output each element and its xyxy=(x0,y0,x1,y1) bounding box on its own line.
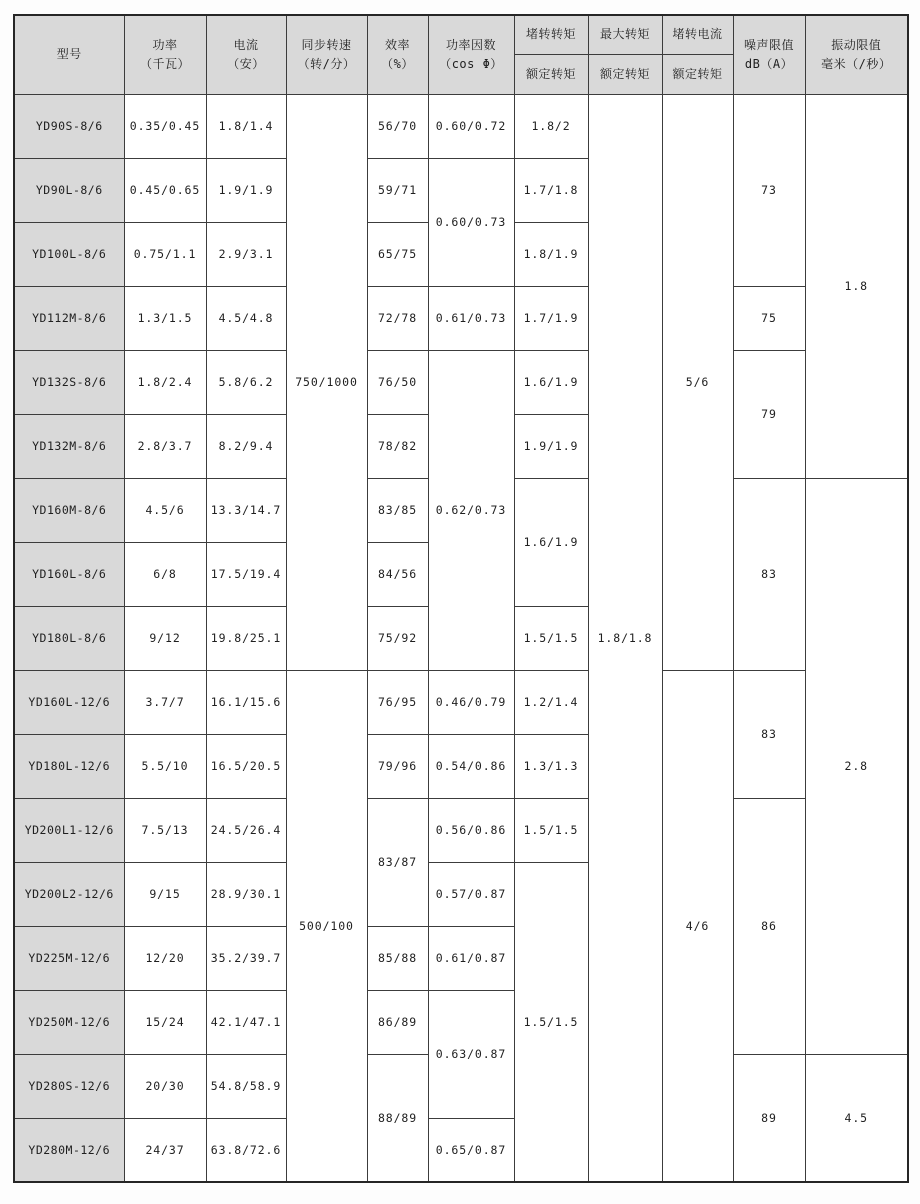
table-header xyxy=(14,15,908,94)
col-header-max-torque-numerator: 最大转矩 xyxy=(588,15,662,54)
cell-model: YD90L-8/6 xyxy=(14,158,124,222)
cell-power: 4.5/6 xyxy=(124,478,206,542)
cell-current: 1.8/1.4 xyxy=(206,94,286,158)
cell-locked-rotor-torque: 1.6/1.9 xyxy=(514,478,588,606)
cell-locked-rotor-current: 4/6 xyxy=(662,670,733,1182)
cell-power: 20/30 xyxy=(124,1054,206,1118)
cell-locked-rotor-torque: 1.7/1.8 xyxy=(514,158,588,222)
cell-model: YD90S-8/6 xyxy=(14,94,124,158)
cell-power-factor: 0.56/0.86 xyxy=(428,798,514,862)
cell-model: YD250M-12/6 xyxy=(14,990,124,1054)
cell-model: YD200L1-12/6 xyxy=(14,798,124,862)
cell-current: 16.1/15.6 xyxy=(206,670,286,734)
cell-locked-rotor-torque: 1.5/1.5 xyxy=(514,798,588,862)
cell-noise: 83 xyxy=(733,478,805,670)
col-header-current: 电流 （安） xyxy=(206,15,286,94)
col-header-power: 功率 （千瓦） xyxy=(124,15,206,94)
cell-noise: 73 xyxy=(733,94,805,286)
cell-model: YD280M-12/6 xyxy=(14,1118,124,1182)
cell-model: YD225M-12/6 xyxy=(14,926,124,990)
cell-current: 28.9/30.1 xyxy=(206,862,286,926)
cell-model: YD180L-8/6 xyxy=(14,606,124,670)
cell-power: 3.7/7 xyxy=(124,670,206,734)
cell-model: YD160L-12/6 xyxy=(14,670,124,734)
cell-power: 0.45/0.65 xyxy=(124,158,206,222)
cell-model: YD200L2-12/6 xyxy=(14,862,124,926)
cell-locked-rotor-torque: 1.9/1.9 xyxy=(514,414,588,478)
cell-power: 9/12 xyxy=(124,606,206,670)
cell-efficiency: 65/75 xyxy=(367,222,428,286)
cell-noise: 89 xyxy=(733,1054,805,1182)
col-header-max-torque-denominator: 额定转矩 xyxy=(588,54,662,94)
cell-power: 6/8 xyxy=(124,542,206,606)
table-row xyxy=(14,350,908,414)
cell-power-factor: 0.62/0.73 xyxy=(428,350,514,670)
cell-power: 7.5/13 xyxy=(124,798,206,862)
col-header-locked-rotor-current-denominator: 额定转矩 xyxy=(662,54,733,94)
cell-efficiency: 79/96 xyxy=(367,734,428,798)
cell-locked-rotor-current: 5/6 xyxy=(662,94,733,670)
table-row xyxy=(14,94,908,158)
cell-power: 24/37 xyxy=(124,1118,206,1182)
col-header-locked-rotor-torque-numerator: 堵转转矩 xyxy=(514,15,588,54)
cell-efficiency: 59/71 xyxy=(367,158,428,222)
cell-current: 63.8/72.6 xyxy=(206,1118,286,1182)
cell-current: 13.3/14.7 xyxy=(206,478,286,542)
cell-noise: 79 xyxy=(733,350,805,478)
cell-power: 5.5/10 xyxy=(124,734,206,798)
cell-power-factor: 0.65/0.87 xyxy=(428,1118,514,1182)
table-row xyxy=(14,670,908,734)
cell-efficiency: 76/50 xyxy=(367,350,428,414)
cell-efficiency: 86/89 xyxy=(367,990,428,1054)
cell-efficiency: 83/85 xyxy=(367,478,428,542)
col-header-efficiency: 效率 （%） xyxy=(367,15,428,94)
cell-efficiency: 56/70 xyxy=(367,94,428,158)
cell-current: 24.5/26.4 xyxy=(206,798,286,862)
cell-vibration: 2.8 xyxy=(805,478,908,1054)
cell-noise: 75 xyxy=(733,286,805,350)
cell-current: 2.9/3.1 xyxy=(206,222,286,286)
cell-model: YD180L-12/6 xyxy=(14,734,124,798)
cell-max-torque: 1.8/1.8 xyxy=(588,94,662,1182)
col-header-speed: 同步转速 （转/分） xyxy=(286,15,367,94)
cell-locked-rotor-torque: 1.6/1.9 xyxy=(514,350,588,414)
cell-locked-rotor-torque: 1.5/1.5 xyxy=(514,606,588,670)
cell-locked-rotor-torque: 1.5/1.5 xyxy=(514,862,588,1182)
cell-current: 35.2/39.7 xyxy=(206,926,286,990)
cell-power: 0.35/0.45 xyxy=(124,94,206,158)
cell-efficiency: 84/56 xyxy=(367,542,428,606)
cell-power-factor: 0.61/0.87 xyxy=(428,926,514,990)
col-header-model: 型号 xyxy=(14,15,124,94)
cell-efficiency: 75/92 xyxy=(367,606,428,670)
cell-power: 1.3/1.5 xyxy=(124,286,206,350)
cell-current: 5.8/6.2 xyxy=(206,350,286,414)
cell-current: 1.9/1.9 xyxy=(206,158,286,222)
cell-power-factor: 0.63/0.87 xyxy=(428,990,514,1118)
cell-power-factor: 0.54/0.86 xyxy=(428,734,514,798)
cell-model: YD132S-8/6 xyxy=(14,350,124,414)
cell-noise: 86 xyxy=(733,798,805,1054)
cell-locked-rotor-torque: 1.7/1.9 xyxy=(514,286,588,350)
col-header-locked-rotor-current-numerator: 堵转电流 xyxy=(662,15,733,54)
cell-current: 16.5/20.5 xyxy=(206,734,286,798)
cell-model: YD132M-8/6 xyxy=(14,414,124,478)
cell-efficiency: 83/87 xyxy=(367,798,428,926)
cell-efficiency: 85/88 xyxy=(367,926,428,990)
col-header-power-factor: 功率因数 （cos Φ） xyxy=(428,15,514,94)
table-body xyxy=(14,94,908,1182)
cell-locked-rotor-torque: 1.2/1.4 xyxy=(514,670,588,734)
cell-power: 15/24 xyxy=(124,990,206,1054)
table-row xyxy=(14,286,908,350)
cell-current: 17.5/19.4 xyxy=(206,542,286,606)
cell-power: 2.8/3.7 xyxy=(124,414,206,478)
table-row xyxy=(14,798,908,862)
col-header-vibration: 振动限值 毫米（/秒） xyxy=(805,15,908,94)
cell-power-factor: 0.60/0.72 xyxy=(428,94,514,158)
cell-efficiency: 88/89 xyxy=(367,1054,428,1182)
cell-model: YD160M-8/6 xyxy=(14,478,124,542)
cell-speed: 750/1000 xyxy=(286,94,367,670)
cell-locked-rotor-torque: 1.3/1.3 xyxy=(514,734,588,798)
cell-noise: 83 xyxy=(733,670,805,798)
cell-current: 54.8/58.9 xyxy=(206,1054,286,1118)
cell-vibration: 4.5 xyxy=(805,1054,908,1182)
cell-locked-rotor-torque: 1.8/2 xyxy=(514,94,588,158)
cell-current: 19.8/25.1 xyxy=(206,606,286,670)
cell-current: 8.2/9.4 xyxy=(206,414,286,478)
cell-current: 4.5/4.8 xyxy=(206,286,286,350)
cell-power: 12/20 xyxy=(124,926,206,990)
cell-power-factor: 0.61/0.73 xyxy=(428,286,514,350)
cell-power-factor: 0.57/0.87 xyxy=(428,862,514,926)
cell-model: YD100L-8/6 xyxy=(14,222,124,286)
cell-power: 1.8/2.4 xyxy=(124,350,206,414)
cell-power-factor: 0.46/0.79 xyxy=(428,670,514,734)
cell-model: YD280S-12/6 xyxy=(14,1054,124,1118)
col-header-noise: 噪声限值 dB（A） xyxy=(733,15,805,94)
cell-speed: 500/100 xyxy=(286,670,367,1182)
cell-efficiency: 72/78 xyxy=(367,286,428,350)
cell-vibration: 1.8 xyxy=(805,94,908,478)
cell-power: 0.75/1.1 xyxy=(124,222,206,286)
cell-efficiency: 78/82 xyxy=(367,414,428,478)
cell-power-factor: 0.60/0.73 xyxy=(428,158,514,286)
cell-model: YD160L-8/6 xyxy=(14,542,124,606)
motor-spec-table xyxy=(13,14,909,1183)
col-header-locked-rotor-torque-denominator: 额定转矩 xyxy=(514,54,588,94)
cell-model: YD112M-8/6 xyxy=(14,286,124,350)
cell-current: 42.1/47.1 xyxy=(206,990,286,1054)
cell-locked-rotor-torque: 1.8/1.9 xyxy=(514,222,588,286)
cell-power: 9/15 xyxy=(124,862,206,926)
cell-efficiency: 76/95 xyxy=(367,670,428,734)
